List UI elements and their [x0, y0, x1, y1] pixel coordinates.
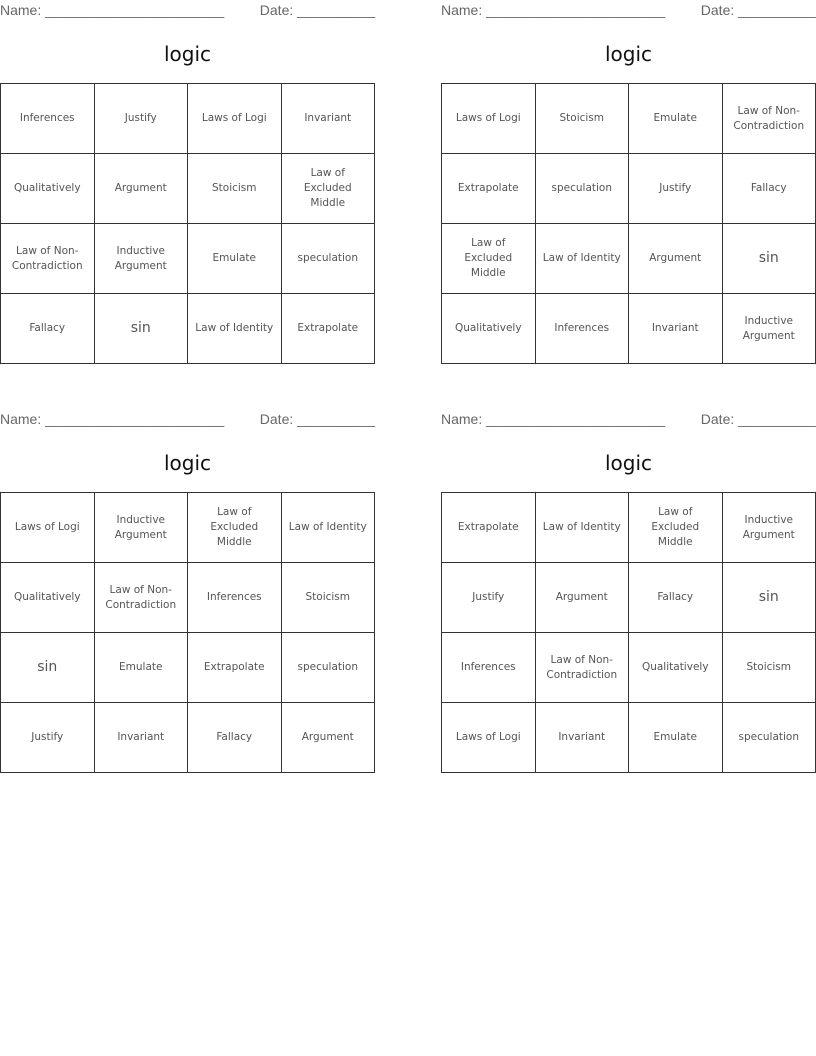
grid-cell: Law of Identity [535, 493, 629, 563]
grid-cell: Law of Excluded Middle [442, 224, 536, 294]
grid-cell: Qualitatively [1, 563, 95, 633]
grid-cell: Stoicism [188, 154, 282, 224]
grid-cell: Invariant [629, 294, 723, 364]
grid-cell: Emulate [188, 224, 282, 294]
grid-cell: Emulate [94, 633, 188, 703]
grid-row [1, 224, 375, 294]
grid-cell: Laws of Logi [442, 84, 536, 154]
grid-cell: Stoicism [535, 84, 629, 154]
grid-row [442, 294, 816, 364]
grid-cell: Justify [1, 703, 95, 773]
name-field: Name: _______________________ [441, 411, 666, 427]
grid-cell: sin [722, 224, 816, 294]
grid-cell: Invariant [94, 703, 188, 773]
grid-cell: Law of Excluded Middle [629, 493, 723, 563]
grid-cell: Emulate [629, 703, 723, 773]
card-header [441, 0, 816, 22]
grid-row [442, 703, 816, 773]
grid-cell: sin [1, 633, 95, 703]
grid-row [1, 633, 375, 703]
grid-row [1, 154, 375, 224]
grid-cell: Invariant [281, 84, 375, 154]
bingo-grid [0, 492, 375, 773]
grid-cell: Law of Identity [281, 493, 375, 563]
grid-cell: Inferences [442, 633, 536, 703]
grid-cell: Law of Non-Contradiction [535, 633, 629, 703]
grid-row [1, 703, 375, 773]
bingo-grid [441, 83, 816, 364]
grid-cell: Justify [94, 84, 188, 154]
grid-cell: Stoicism [281, 563, 375, 633]
name-field: Name: _______________________ [0, 2, 225, 18]
grid-cell: Law of Identity [188, 294, 282, 364]
grid-cell: Inferences [535, 294, 629, 364]
grid-cell: Argument [629, 224, 723, 294]
grid-cell: Stoicism [722, 633, 816, 703]
grid-cell: Extrapolate [442, 154, 536, 224]
date-field: Date: __________ [700, 411, 816, 427]
card-title: logic [604, 451, 653, 475]
grid-cell: Laws of Logi [1, 493, 95, 563]
card-header [0, 0, 375, 22]
grid-row [442, 84, 816, 154]
card-title: logic [604, 42, 653, 66]
grid-cell: speculation [535, 154, 629, 224]
grid-row [1, 493, 375, 563]
grid-cell: Inductive Argument [94, 224, 188, 294]
name-field: Name: _______________________ [441, 2, 666, 18]
grid-row [442, 633, 816, 703]
grid-cell: Laws of Logi [442, 703, 536, 773]
grid-cell: Justify [629, 154, 723, 224]
grid-cell: Fallacy [188, 703, 282, 773]
name-field: Name: _______________________ [0, 411, 225, 427]
card-header [0, 409, 375, 431]
card-title: logic [163, 42, 212, 66]
grid-cell: Qualitatively [1, 154, 95, 224]
grid-cell: Inferences [188, 563, 282, 633]
grid-row [1, 294, 375, 364]
grid-cell: sin [722, 563, 816, 633]
grid-cell: Law of Excluded Middle [281, 154, 375, 224]
bingo-grid [0, 83, 375, 364]
card-title: logic [163, 451, 212, 475]
grid-cell: Inductive Argument [94, 493, 188, 563]
grid-cell: Law of Non-Contradiction [722, 84, 816, 154]
grid-cell: Laws of Logi [188, 84, 282, 154]
grid-row [442, 154, 816, 224]
grid-cell: Law of Identity [535, 224, 629, 294]
grid-cell: Fallacy [629, 563, 723, 633]
grid-row [442, 493, 816, 563]
grid-cell: Extrapolate [281, 294, 375, 364]
grid-cell: speculation [722, 703, 816, 773]
grid-cell: Fallacy [722, 154, 816, 224]
grid-cell: Argument [94, 154, 188, 224]
grid-cell: Argument [535, 563, 629, 633]
grid-cell: sin [94, 294, 188, 364]
bingo-grid [441, 492, 816, 773]
grid-cell: Law of Non-Contradiction [1, 224, 95, 294]
grid-cell: Inductive Argument [722, 493, 816, 563]
grid-row [1, 563, 375, 633]
grid-cell: Fallacy [1, 294, 95, 364]
grid-cell: Justify [442, 563, 536, 633]
grid-cell: speculation [281, 224, 375, 294]
grid-cell: Law of Non-Contradiction [94, 563, 188, 633]
date-field: Date: __________ [259, 411, 375, 427]
grid-cell: Extrapolate [442, 493, 536, 563]
grid-cell: Invariant [535, 703, 629, 773]
grid-cell: Extrapolate [188, 633, 282, 703]
date-field: Date: __________ [700, 2, 816, 18]
grid-cell: Law of Excluded Middle [188, 493, 282, 563]
grid-row [442, 224, 816, 294]
card-header [441, 409, 816, 431]
grid-row [1, 84, 375, 154]
grid-cell: Inferences [1, 84, 95, 154]
grid-cell: Qualitatively [629, 633, 723, 703]
grid-cell: Emulate [629, 84, 723, 154]
grid-cell: Argument [281, 703, 375, 773]
date-field: Date: __________ [259, 2, 375, 18]
grid-cell: Inductive Argument [722, 294, 816, 364]
grid-cell: Qualitatively [442, 294, 536, 364]
grid-row [442, 563, 816, 633]
grid-cell: speculation [281, 633, 375, 703]
